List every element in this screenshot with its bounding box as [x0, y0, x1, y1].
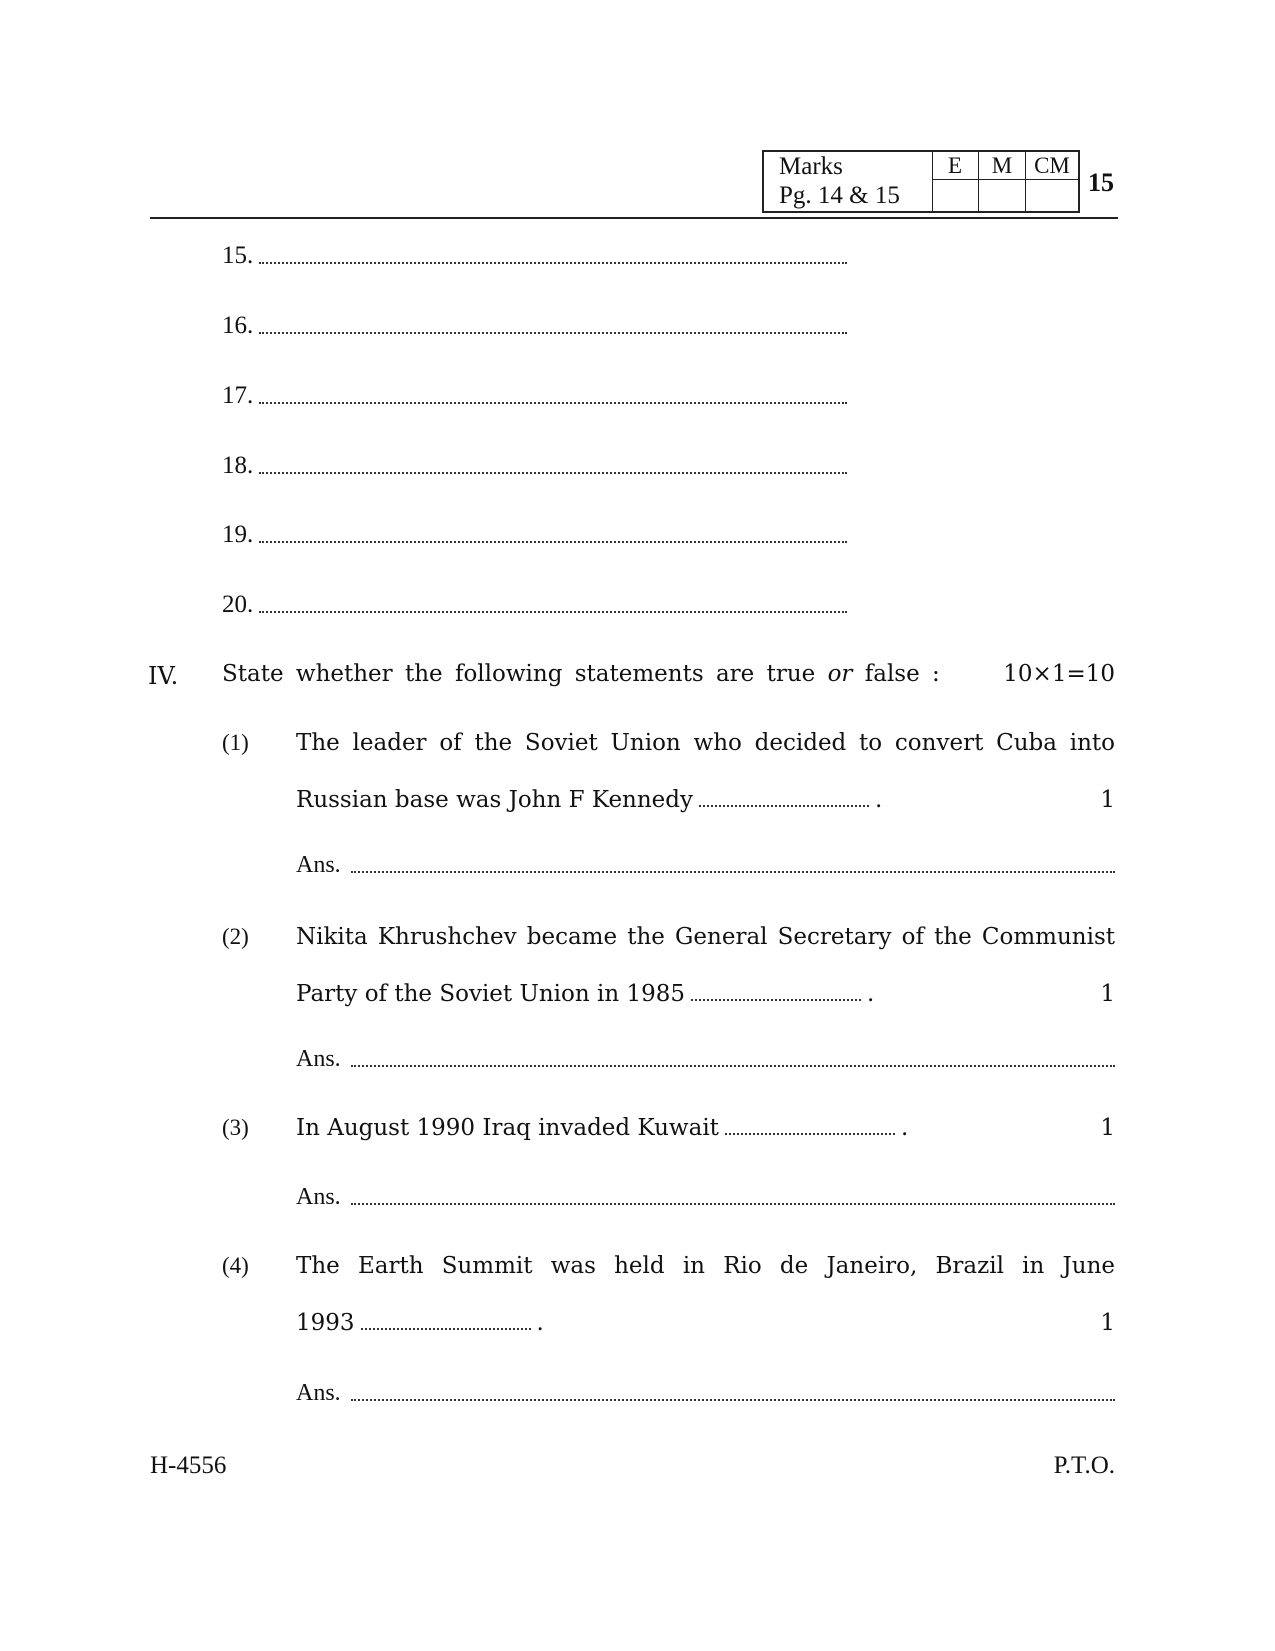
answer-line [222, 521, 847, 549]
header-rule [150, 217, 1118, 219]
question-text: The leader of the Soviet Union who decided to convert Cuba into [296, 730, 1115, 756]
answer-row [296, 1184, 1115, 1211]
answer-line [222, 452, 847, 480]
page-number: 15 [1088, 168, 1114, 197]
blank-dots [361, 1326, 531, 1330]
dotted-line [259, 260, 847, 264]
dotted-line [259, 470, 847, 474]
dotted-line [351, 1201, 1115, 1205]
dotted-line [259, 609, 847, 613]
question-text-line2: 1993 . [296, 1310, 544, 1336]
answer-line [222, 242, 847, 270]
marks-column-header: CM [1026, 152, 1078, 180]
answer-label: Ans. [296, 852, 341, 878]
pto-label: P.T.O. [1053, 1452, 1115, 1479]
answer-line [222, 591, 847, 619]
answer-line-number: 20. [222, 591, 254, 618]
answer-line [222, 312, 847, 340]
instruction-or: or [827, 661, 853, 687]
marks-column-header: M [979, 152, 1025, 180]
marks-label: Marks [779, 153, 843, 180]
marks-box [762, 150, 1080, 213]
section-number: IV. [148, 662, 179, 690]
dotted-line [259, 330, 847, 334]
question-number: (3) [222, 1115, 249, 1140]
question-text: Nikita Khrushchev became the General Secretary of the Communist [296, 924, 1115, 950]
answer-line-number: 19. [222, 521, 254, 548]
answer-row [296, 1380, 1115, 1407]
dotted-line [351, 1397, 1115, 1401]
question-mark: 1 [1100, 981, 1115, 1007]
answer-label: Ans. [296, 1184, 341, 1210]
answer-row [296, 1046, 1115, 1073]
answer-line-number: 15. [222, 242, 254, 269]
marks-column-m [979, 152, 1026, 211]
section-instruction [222, 661, 940, 687]
answer-line-number: 16. [222, 312, 254, 339]
answer-line-number: 17. [222, 382, 254, 409]
marks-column-cm [1026, 152, 1078, 211]
instruction-text-end: false : [852, 661, 940, 687]
question-text: The Earth Summit was held in Rio de Janeiro, Brazil in June [296, 1253, 1115, 1279]
paper-code: H-4556 [150, 1452, 227, 1479]
instruction-text: State whether the following statements are true [222, 661, 828, 687]
question-text-cont: Russian base was John F Kennedy [296, 787, 694, 813]
question-mark: 1 [1100, 1115, 1115, 1141]
question-number: (4) [222, 1253, 249, 1278]
answer-line-number: 18. [222, 452, 254, 479]
dotted-line [259, 400, 847, 404]
answer-label: Ans. [296, 1046, 341, 1072]
answer-label: Ans. [296, 1380, 341, 1406]
pages-label: Pg. 14 & 15 [779, 182, 900, 209]
dotted-line [351, 869, 1115, 873]
answer-line [222, 382, 847, 410]
question-text-line2: Party of the Soviet Union in 1985 . [296, 981, 875, 1007]
dotted-line [259, 539, 847, 543]
question-text-line1: In August 1990 Iraq invaded Kuwait . [296, 1115, 909, 1141]
question-number: (2) [222, 924, 249, 949]
marks-label-cell [764, 152, 933, 211]
question-text-cont: 1993 [296, 1310, 355, 1336]
marks-column-header: E [932, 152, 978, 180]
marks-column-e [932, 152, 979, 211]
question-number: (1) [222, 730, 249, 755]
question-text-cont: Party of the Soviet Union in 1985 [296, 981, 686, 1007]
question-text-line2: Russian base was John F Kennedy . [296, 787, 883, 813]
dotted-line [351, 1063, 1115, 1067]
answer-row [296, 852, 1115, 879]
blank-dots [725, 1131, 895, 1135]
question-text: In August 1990 Iraq invaded Kuwait [296, 1115, 719, 1141]
section-marks: 10×1=10 [1003, 661, 1115, 687]
question-mark: 1 [1100, 787, 1115, 813]
blank-dots [691, 997, 861, 1001]
question-mark: 1 [1100, 1310, 1115, 1336]
blank-dots [699, 803, 869, 807]
